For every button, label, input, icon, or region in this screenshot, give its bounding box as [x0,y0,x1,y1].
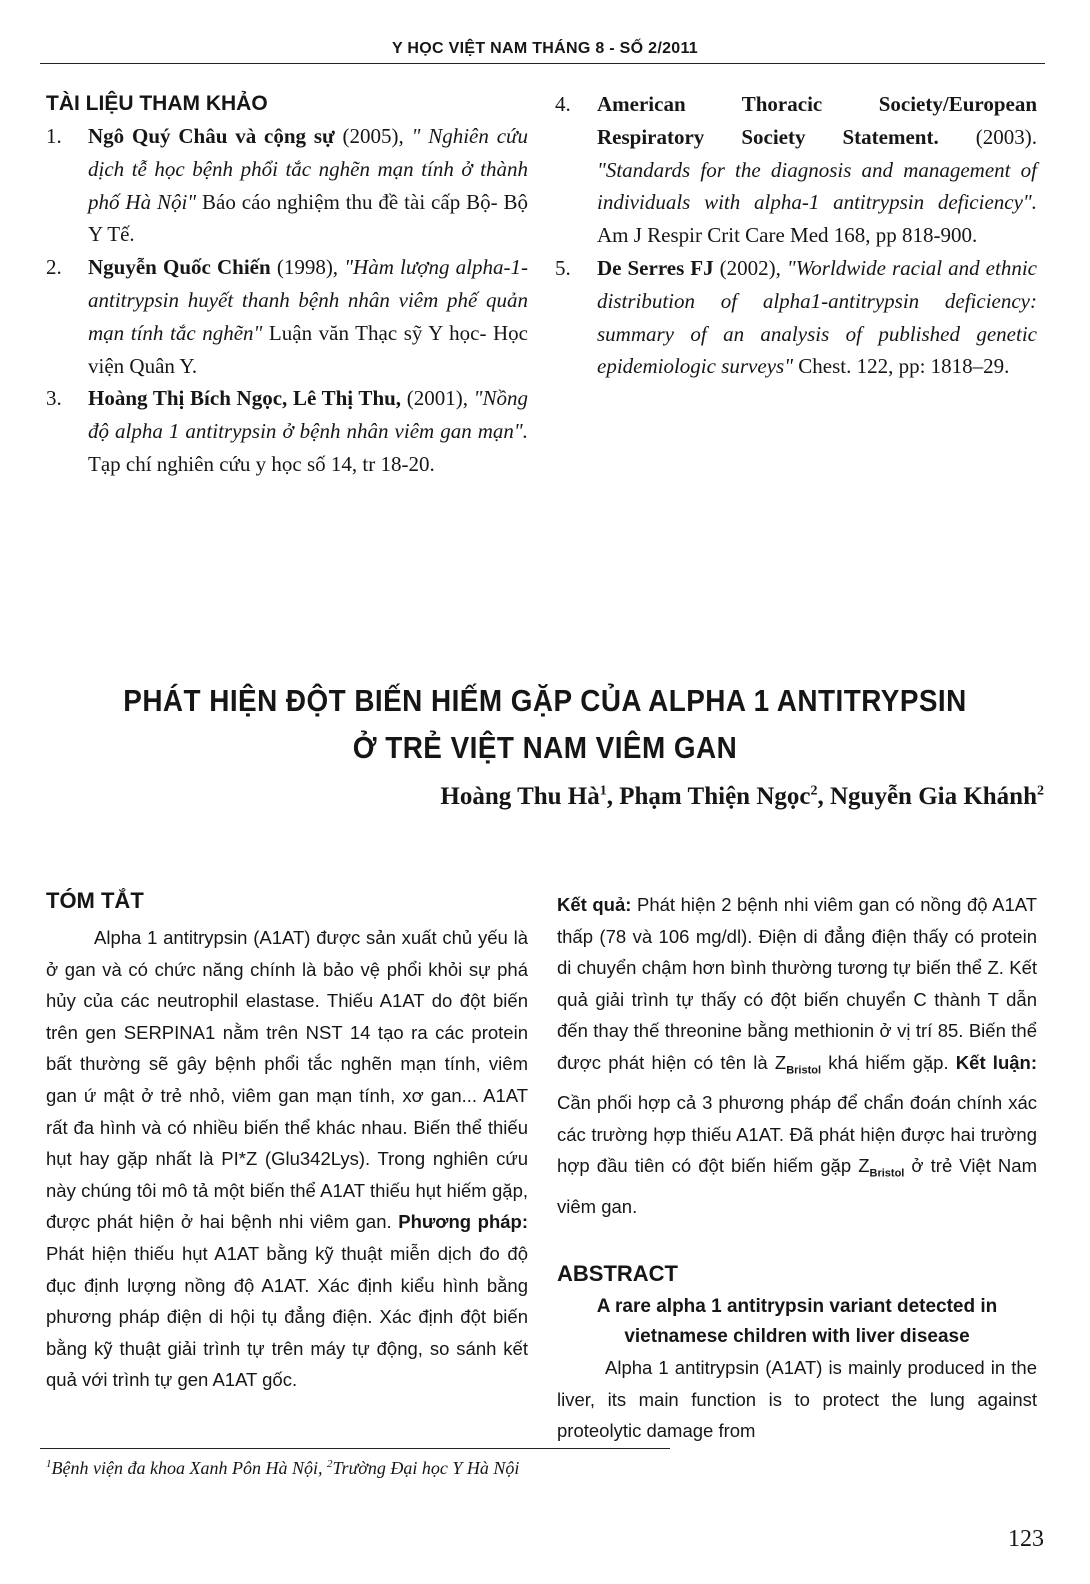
reference-number: 4. [555,92,571,116]
references-heading: TÀI LIỆU THAM KHẢO [46,92,268,115]
reference-source: Luận văn Thạc sỹ Y học- Học viện Quân Y. [88,320,529,378]
reference-5 [555,252,1037,383]
author-list [440,783,1044,811]
reference-1 [46,120,528,251]
summary-heading: TÓM TẮT [46,888,144,913]
reference-title: "Worldwide racial and ethnic distribution of alpha1-antitrypsin deficiency: summary of an analysis of published genetic epidemiologic surveys" [597,255,1037,379]
reference-2 [46,251,528,382]
author-affiliation: 2 [810,783,818,799]
summary-text-left [46,922,528,1396]
reference-title: "Nồng độ alpha 1 antitrypsin ở bệnh nhân viêm gan mạn". [88,386,528,444]
reference-source: Tạp chí nghiên cứu y học số 14, tr 18-20. [88,451,435,476]
summary-result-label: Kết quả: [557,894,632,915]
reference-number: 1. [46,124,62,148]
author-affiliation: 1 [599,783,607,799]
reference-source: Am J Respir Crit Care Med 168, pp 818-900. [597,223,978,248]
reference-authors: Ngô Quý Châu và cộng sự [88,124,335,148]
author-name: Nguyễn Gia Khánh [829,783,1037,810]
author-name: Hoàng Thu Hà [440,783,600,810]
summary-text-right [557,889,1037,1222]
summary-result-text: Phát hiện 2 bệnh nhi viêm gan có nồng độ A1AT thấp (78 và 106 mg/dl). Điện di đẳng điện thấy có protein di chuyển chậm hơn bình thường tương tự biến thể Z. Kết quả giải trình tự thấy có đột biến chuyển C thành T dẫn đến thay thế threonine bằng methionin ở vị trí 85. Biến thể được phát hiện có tên là Z [557,894,1037,1073]
reference-year: (2001), [401,386,474,411]
reference-title: "Standards for the diagnosis and management of individuals with alpha-1 antitrypsin deficiency". [597,157,1037,215]
references-right-column [555,88,1037,383]
abstract-subtitle: A rare alpha 1 antitrypsin variant detected in vietnamese children with liver disease [596,1296,998,1347]
variant-subscript: Bristol [869,1168,905,1181]
affiliation-1: Bệnh viện đa khoa Xanh Pôn Hà Nội, [51,1458,327,1478]
author-separator: , [817,783,830,810]
reference-title: "Hàm lượng alpha-1-antitrypsin huyết thanh bệnh nhân viêm phế quản mạn tính tắc nghẽn" [88,255,528,345]
variant-subscript: Bristol [786,1064,822,1077]
summary-method-label: Phương pháp: [398,1211,528,1233]
reference-authors: Nguyễn Quốc Chiến [88,255,271,280]
reference-year: (2005), [334,124,412,148]
summary-conclusion-label: Kết luận: [955,1051,1037,1073]
footnote-rule [40,1448,670,1449]
article-title-line-2: Ở TRẺ VIỆT NAM VIÊM GAN [352,730,738,765]
author-separator: , [606,783,620,810]
summary-result-text-end: khá hiếm gặp. [821,1051,956,1073]
reference-source: Báo cáo nghiệm thu đề tài cấp Bộ- Bộ Y Tế. [88,189,528,247]
reference-authors: De Serres FJ [597,255,714,280]
header-rule [40,63,1045,64]
summary-intro: Alpha 1 antitrypsin (A1AT) được sản xuất chủ yếu là ở gan và có chức năng chính là bảo vệ phổi khỏi sự phá hủy của các neutrophil elastase. Thiếu A1AT do đột biến trên gen SERPINA1 nằm trên NST 14 tạo ra các protein bất thường sẽ gây bệnh phổi tắc nghẽn mạn tính, viêm gan ứ mật ở trẻ nhỏ, viêm gan mạn tính, xơ gan... A1AT rất đa hình và có nhiều biến thể khác nhau. Biến thể thiếu hụt hay gặp nhất là PI*Z (Glu342Lys). Trong nghiên cứu này chúng tôi mô tả một biến thể A1AT thiếu hụt hiếm gặp, được phát hiện ở hai bệnh nhi viêm gan. [46,927,528,1233]
author-name: Phạm Thiện Ngọc [619,783,811,810]
abstract-heading: ABSTRACT [557,1261,678,1286]
page-number: 123 [1008,1526,1044,1552]
affiliation-footnote [46,1458,519,1479]
reference-number: 2. [46,255,62,280]
references-left-column [46,120,528,481]
reference-number: 3. [46,386,62,411]
reference-number: 5. [555,255,571,280]
abstract-body: Alpha 1 antitrypsin (A1AT) is mainly produced in the liver, its main function is to protect the lung against proteolytic damage from [557,1357,1037,1442]
author-affiliation: 2 [1037,783,1044,799]
summary-conclusion-text-end: ở trẻ Việt Nam viêm gan. [557,1155,1037,1217]
summary-conclusion-text: Cần phối hợp cả 3 phương pháp để chẩn đoán chính xác các trường hợp thiếu A1AT. Đã phát hiện được hai trường hợp đầu tiên có đột biến hiếm gặp Z [557,1092,1037,1177]
reference-year: (2002), [713,255,787,280]
summary-method-text: Phát hiện thiếu hụt A1AT bằng kỹ thuật miễn dịch đo độ đục định lượng nồng độ A1AT. Xác định kiểu hình bằng phương pháp điện di hội tụ đẳng điện. Xác định đột biến bằng kỹ thuật giải trình tự trên máy tự động, so sánh kết quả với trình tự gen A1AT gốc. [46,1242,528,1391]
reference-authors: Hoàng Thị Bích Ngọc, Lê Thị Thu, [88,386,402,411]
footnote-marker: 1 [46,1458,52,1470]
article-title-line-1: PHÁT HIỆN ĐỘT BIẾN HIẾM GẶP CỦA ALPHA 1 ANTITRYPSIN [123,683,967,718]
reference-title: " Nghiên cứu dịch tễ học bệnh phổi tắc nghẽn mạn tính ở thành phố Hà Nội" [88,124,528,214]
footnote-marker: 2 [326,1458,333,1470]
reference-source: Chest. 122, pp: 1818–29. [793,354,1010,379]
reference-year: (1998), [270,255,345,280]
running-header: Y HỌC VIỆT NAM THÁNG 8 - SỐ 2/2011 [392,40,698,57]
reference-year: (2003). [938,124,1037,149]
reference-authors: American Thoracic Society/European Respiratory Society Statement. [597,92,1037,149]
affiliation-2: Trường Đại học Y Hà Nội [332,1458,520,1478]
reference-4 [555,88,1037,252]
reference-3 [46,382,528,480]
